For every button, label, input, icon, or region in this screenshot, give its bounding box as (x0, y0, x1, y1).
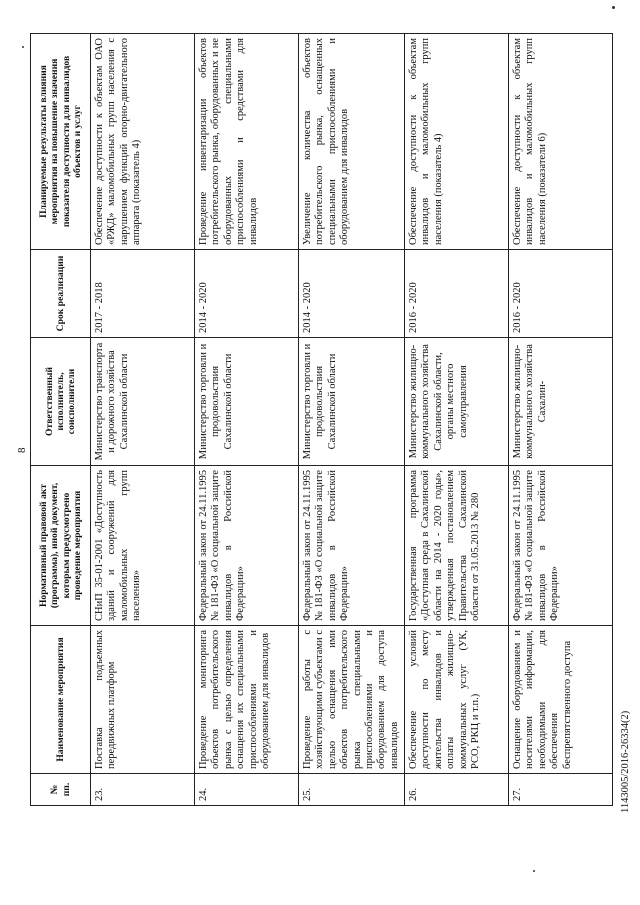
measures-table (30, 33, 613, 806)
planned-result: Обеспечение доступности к объектам ОАО «РЖД» маломобильных групп населения с нарушением функций опорно-двигательного аппарата (показатель 4) (91, 34, 195, 250)
table-row (91, 34, 195, 806)
planned-result: Обеспечение доступности к объектам инвалидов и маломобильных групп населения (показатели 6) (509, 34, 613, 250)
row-number: 25. (299, 774, 405, 806)
row-number: 26. (405, 774, 509, 806)
planned-result: Проведение инвентаризации объектов потребительского рынка, оборудованных и не оборудованных специальными приспособлениями и средствами для инвалидов (195, 34, 299, 250)
responsible: Министерство жилищно-коммунального хозяйства Сахалин- (509, 338, 613, 466)
header-planned-results: Планируемые результаты влияния мероприятия на повышение значения показателя доступности для инвалидов объектов и услуг (31, 34, 91, 250)
row-number: 23. (91, 774, 195, 806)
legal-act: Федеральный закон от 24.11.1995 № 181-ФЗ «О социальной защите инвалидов в Российской Федерации» (195, 466, 299, 626)
measure-name: Оснащение оборудованием и носителями информации, необходимыми для обеспечения беспрепятственного доступа (509, 626, 613, 774)
term: 2014 - 2020 (195, 250, 299, 338)
legal-act: Федеральный закон от 24.11.1995 № 181-ФЗ «О социальной защите инвалидов в Российской Федерации» (509, 466, 613, 626)
header-num: № пп. (31, 774, 91, 806)
table-header-row (31, 34, 91, 806)
planned-result: Обеспечение доступности к объектам инвалидов и маломобильных групп населения (показатель 4) (405, 34, 509, 250)
row-number: 24. (195, 774, 299, 806)
term: 2014 - 2020 (299, 250, 405, 338)
table-row (195, 34, 299, 806)
document-code: 1143005/2016-26334(2) (620, 710, 631, 813)
responsible: Министерство транспорта и дорожного хозяйства Сахалинской области (91, 338, 195, 466)
header-responsible: Ответственный исполнитель, соисполнители (31, 338, 91, 466)
measure-name: Проведение мониторинга объектов потребительского рынка с целью определения оснащения их специальными приспособлениями и оборудованием для инвалидов (195, 626, 299, 774)
header-measure-name: Наименование мероприятия (31, 626, 91, 774)
header-legal-act: Нормативный правовой акт (программа), иной документ, которым предусмотрено проведение мероприятия (31, 466, 91, 626)
measure-name: Обеспечение условий доступности по месту жительства инвалидов и оплаты жилищно-коммунальных услуг (УК, РСО, РКЦ и т.п.) (405, 626, 509, 774)
measure-name: Поставка подъемных передвижных платформ (91, 626, 195, 774)
term: 2016 - 2020 (509, 250, 613, 338)
responsible: Министерство жилищно-коммунального хозяйства Сахалинской области, органы местного самоуправления (405, 338, 509, 466)
measure-name: Проведение работы с хозяйствующими субъектами с целью оснащения ими объектов потребительского рынка специальными приспособлениями и оборудованием для доступа инвалидов (299, 626, 405, 774)
planned-result: Увеличение количества объектов потребительского рынка, оснащенных специальными приспособлениями и оборудованием для инвалидов (299, 34, 405, 250)
term: 2017 - 2018 (91, 250, 195, 338)
page-number: 8 (16, 447, 28, 453)
header-term: Срок реализации (31, 250, 91, 338)
table-row (405, 34, 509, 806)
row-number: 27. (509, 774, 613, 806)
legal-act: СНиП 35-01-2001 «Доступность зданий и сооружений для маломобильных групп населения» (91, 466, 195, 626)
responsible: Министерство торговли и продовольствия Сахалинской области (299, 338, 405, 466)
table-row (299, 34, 405, 806)
table-row (509, 34, 613, 806)
term: 2016 - 2020 (405, 250, 509, 338)
legal-act: Федеральный закон от 24.11.1995 № 181-ФЗ «О социальной защите инвалидов в Российской Федерации» (299, 466, 405, 626)
responsible: Министерство торговли и продовольствия Сахалинской области (195, 338, 299, 466)
legal-act: Государственная программа «Доступная среда в Сахалинской области на 2014 - 2020 годы», утвержденная постановлением Правительства Сахалинской области от 31.05.2013 № 280 (405, 466, 509, 626)
